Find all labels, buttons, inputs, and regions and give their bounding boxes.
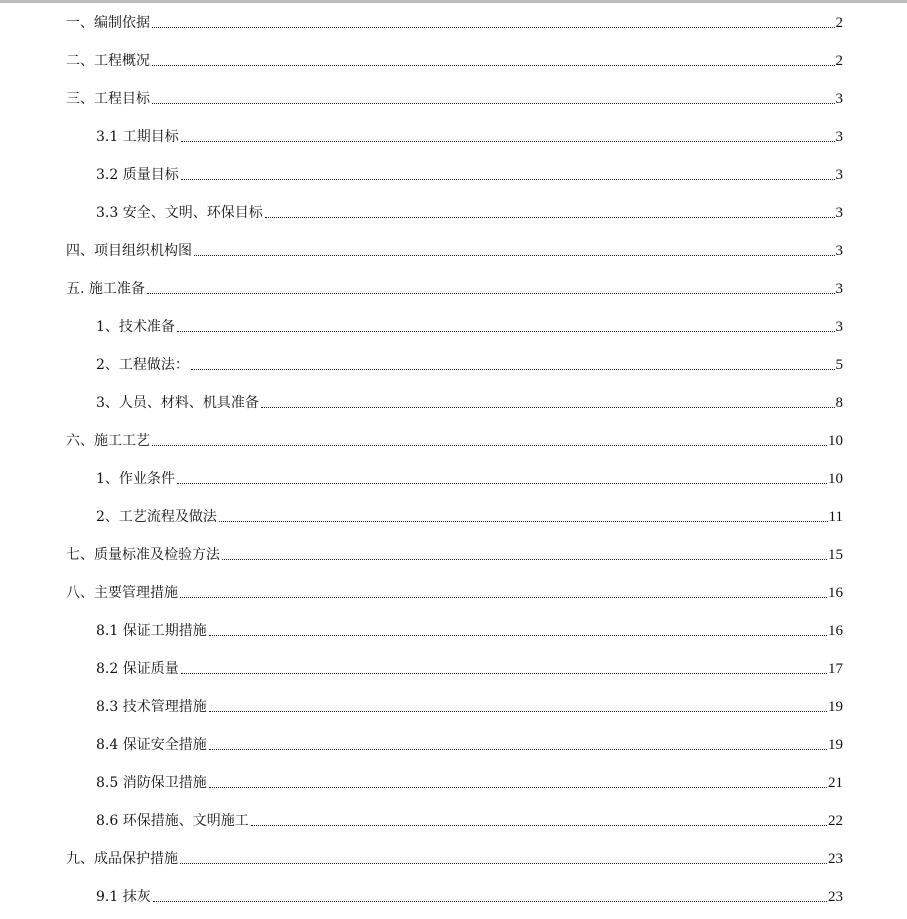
toc-entry-page: 17 [828, 661, 843, 677]
toc-dot-leader [152, 65, 835, 66]
toc-entry[interactable] [66, 49, 843, 69]
toc-entry[interactable] [96, 353, 843, 373]
toc-entry-title: 8.1 保证工期措施 [96, 623, 207, 639]
toc-dot-leader [152, 27, 835, 28]
toc-entry-title: 8.2 保证质量 [96, 661, 179, 677]
toc-entry-title: 八、主要管理措施 [66, 585, 178, 601]
toc-entry-page: 16 [828, 623, 843, 639]
toc-entry-page: 21 [828, 775, 843, 791]
toc-entry-page: 19 [828, 737, 843, 753]
toc-dot-leader [209, 787, 827, 788]
toc-entry-page: 8 [835, 395, 843, 411]
toc-entry-page: 23 [828, 851, 843, 867]
toc-entry-page: 2 [835, 53, 843, 69]
toc-dot-leader [177, 331, 835, 332]
toc-entry[interactable] [96, 315, 843, 335]
toc-dot-leader [191, 369, 835, 370]
toc-entry[interactable] [96, 657, 843, 677]
toc-entry-page: 11 [828, 509, 843, 525]
toc-entry[interactable] [96, 505, 843, 525]
toc-entry[interactable] [96, 125, 843, 145]
toc-dot-leader [209, 711, 827, 712]
toc-entry-title: 六、施工工艺 [66, 433, 150, 449]
toc-dot-leader [194, 255, 835, 256]
toc-entry-page: 3 [835, 243, 843, 259]
toc-entry[interactable] [96, 391, 843, 411]
toc-dot-leader [177, 483, 827, 484]
toc-dot-leader [219, 521, 828, 522]
toc-dot-leader [181, 141, 835, 142]
toc-entry[interactable] [96, 619, 843, 639]
toc-entry-title: 一、编制依据 [66, 15, 150, 31]
toc-dot-leader [261, 407, 835, 408]
toc-entry[interactable] [66, 581, 843, 601]
toc-entry-page: 5 [835, 357, 843, 373]
toc-entry[interactable] [96, 885, 843, 905]
toc-entry-title: 8.4 保证安全措施 [96, 737, 207, 753]
toc-entry[interactable] [66, 429, 843, 449]
toc-dot-leader [181, 673, 827, 674]
toc-entry[interactable] [96, 201, 843, 221]
toc-entry-title: 七、质量标准及检验方法 [66, 547, 220, 563]
toc-entry[interactable] [96, 467, 843, 487]
toc-entry-title: 三、工程目标 [66, 91, 150, 107]
toc-entry[interactable] [66, 847, 843, 867]
toc-entry-title: 3.2 质量目标 [96, 167, 179, 183]
toc-entry-page: 10 [828, 471, 843, 487]
toc-dot-leader [180, 597, 827, 598]
toc-dot-leader [180, 863, 827, 864]
toc-entry-page: 22 [828, 813, 843, 829]
toc-dot-leader [181, 179, 835, 180]
toc-entry-title: 3、人员、材料、机具准备 [96, 395, 259, 411]
toc-entry-page: 3 [835, 319, 843, 335]
toc-entry-title: 8.5 消防保卫措施 [96, 775, 207, 791]
toc-entry-title: 3.3 安全、文明、环保目标 [96, 205, 263, 221]
toc-entry[interactable] [66, 87, 843, 107]
toc-entry[interactable] [66, 543, 843, 563]
toc-entry-page: 3 [835, 205, 843, 221]
toc-dot-leader [209, 749, 827, 750]
toc-entry[interactable] [66, 239, 843, 259]
toc-dot-leader [209, 635, 827, 636]
toc-entry-title: 九、成品保护措施 [66, 851, 178, 867]
toc-entry[interactable] [66, 11, 843, 31]
toc-entry-title: 8.6 环保措施、文明施工 [96, 813, 249, 829]
toc-dot-leader [222, 559, 827, 560]
toc-entry-page: 2 [835, 15, 843, 31]
toc-entry[interactable] [96, 163, 843, 183]
toc-entry-title: 四、项目组织机构图 [66, 243, 192, 259]
toc-dot-leader [153, 901, 827, 902]
toc-entry-title: 1、技术准备 [96, 319, 175, 335]
toc-entry-title: 3.1 工期目标 [96, 129, 179, 145]
toc-entry-title: 五. 施工准备 [66, 281, 145, 297]
toc-entry-page: 16 [828, 585, 843, 601]
toc-entry[interactable] [96, 695, 843, 715]
toc-dot-leader [152, 103, 835, 104]
toc-entry-title: 8.3 技术管理措施 [96, 699, 207, 715]
toc-entry[interactable] [96, 771, 843, 791]
toc-dot-leader [251, 825, 827, 826]
toc-dot-leader [152, 445, 827, 446]
toc-entry-page: 10 [828, 433, 843, 449]
toc-entry-page: 3 [835, 281, 843, 297]
toc-entry[interactable] [96, 809, 843, 829]
toc-entry-title: 2、工程做法： [96, 357, 189, 373]
toc-entry-page: 19 [828, 699, 843, 715]
toc-dot-leader [147, 293, 835, 294]
toc-entry-title: 二、工程概况 [66, 53, 150, 69]
toc-entry[interactable] [96, 733, 843, 753]
toc-entry-page: 23 [828, 889, 843, 905]
toc-entry-page: 15 [828, 547, 843, 563]
toc-entry-page: 3 [835, 91, 843, 107]
toc-entry-title: 9.1 抹灰 [96, 889, 151, 905]
toc-entry-title: 2、工艺流程及做法 [96, 509, 217, 525]
toc-entry-page: 3 [835, 129, 843, 145]
toc-entry-page: 3 [835, 167, 843, 183]
toc-entry[interactable] [66, 277, 843, 297]
toc-dot-leader [265, 217, 835, 218]
toc-entry-title: 1、作业条件 [96, 471, 175, 487]
